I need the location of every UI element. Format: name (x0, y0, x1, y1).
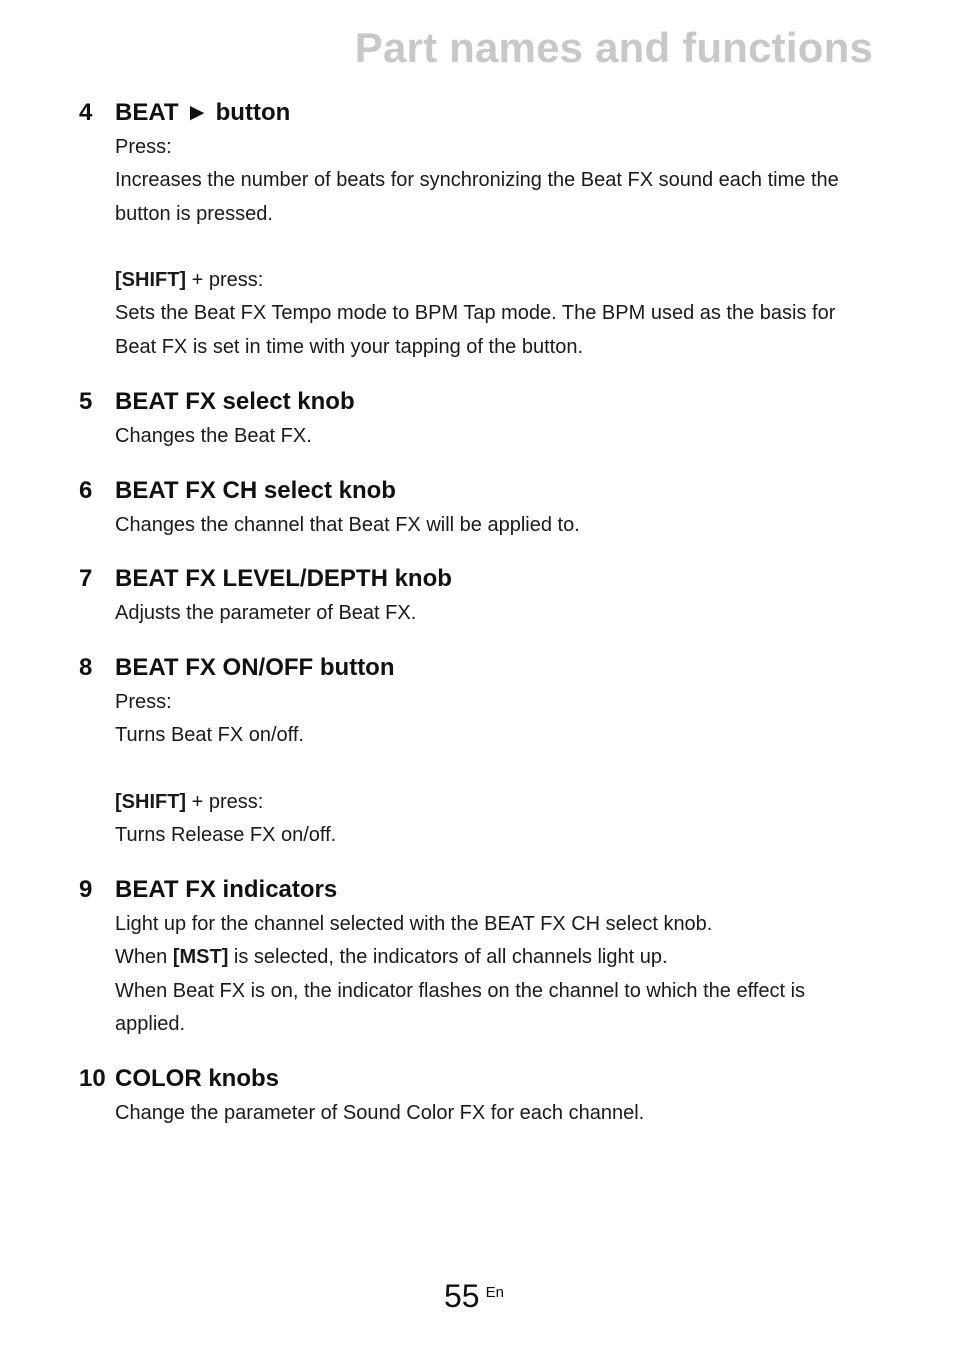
shift-press-label (115, 264, 879, 297)
shift-press-description: Turns Release FX on/off. (115, 824, 337, 847)
section-color-knobs (79, 1063, 879, 1130)
section-heading (79, 874, 879, 906)
section-number: 6 (79, 477, 93, 504)
indicator-description-line: Light up for the channel selected with the BEAT FX CH select knob. (115, 913, 713, 935)
shift-press-description: Sets the Beat FX Tempo mode to BPM Tap mode. The BPM used as the basis for Beat FX is set in time with your tapping of the button. (115, 302, 836, 358)
section-beat-fx-on-off-button (79, 652, 879, 852)
section-title: BEAT ► button (115, 99, 291, 126)
mst-prefix: When (115, 946, 173, 969)
press-label: Press: (115, 136, 172, 158)
section-title: BEAT FX select knob (115, 388, 355, 415)
section-body (115, 420, 879, 453)
section-title: BEAT FX indicators (115, 876, 338, 903)
section-beat-fx-select-knob (79, 386, 879, 453)
section-beat-right-button (79, 97, 879, 364)
mst-key-label: [MST] (172, 946, 229, 969)
section-description: Changes the Beat FX. (115, 425, 312, 447)
flash-description-line: When Beat FX is on, the indicator flashes on the channel to which the effect is applied. (115, 979, 806, 1035)
page-footer (444, 1276, 504, 1316)
section-description: Adjusts the parameter of Beat FX. (115, 602, 417, 624)
section-title: COLOR knobs (115, 1065, 280, 1092)
shift-suffix: + press: (186, 269, 264, 292)
section-beat-fx-level-depth-knob (79, 563, 879, 630)
section-heading (79, 1063, 879, 1095)
section-number: 5 (79, 388, 93, 415)
press-description: Turns Beat FX on/off. (115, 724, 304, 747)
paragraph-gap (115, 753, 879, 786)
press-label: Press: (115, 691, 172, 713)
press-description: Increases the number of beats for synchronizing the Beat FX sound each time the button is pressed. (115, 169, 839, 225)
section-body (115, 686, 879, 852)
section-title: BEAT FX ON/OFF button (115, 654, 395, 681)
page-number: 55 (444, 1278, 480, 1314)
section-number: 9 (79, 876, 93, 903)
page-title: Part names and functions (354, 24, 873, 71)
section-body (115, 131, 879, 364)
section-body (115, 509, 879, 542)
section-number: 10 (79, 1065, 106, 1092)
paragraph-gap (115, 231, 879, 264)
section-description: Change the parameter of Sound Color FX for each channel. (115, 1102, 645, 1124)
section-body (115, 908, 879, 1041)
section-number: 7 (79, 565, 93, 592)
section-beat-fx-indicators (79, 874, 879, 1041)
page-language: En (485, 1284, 504, 1301)
section-heading (79, 652, 879, 684)
section-body (115, 597, 879, 630)
section-title: BEAT FX LEVEL/DEPTH knob (115, 565, 452, 592)
section-number: 4 (79, 99, 93, 126)
section-heading (79, 563, 879, 595)
mst-description-line (115, 941, 879, 974)
section-title: BEAT FX CH select knob (115, 477, 396, 504)
section-number: 8 (79, 654, 93, 681)
section-body (115, 1097, 879, 1130)
shift-key-label: [SHIFT] (115, 790, 187, 813)
section-heading (79, 475, 879, 507)
section-description: Changes the channel that Beat FX will be applied to. (115, 514, 580, 536)
shift-key-label: [SHIFT] (115, 269, 187, 292)
section-heading (79, 97, 879, 129)
shift-suffix: + press: (186, 790, 264, 813)
section-beat-fx-ch-select-knob (79, 475, 879, 542)
shift-press-label (115, 786, 879, 819)
mst-suffix: is selected, the indicators of all channels light up. (228, 946, 668, 969)
section-heading (79, 386, 879, 418)
